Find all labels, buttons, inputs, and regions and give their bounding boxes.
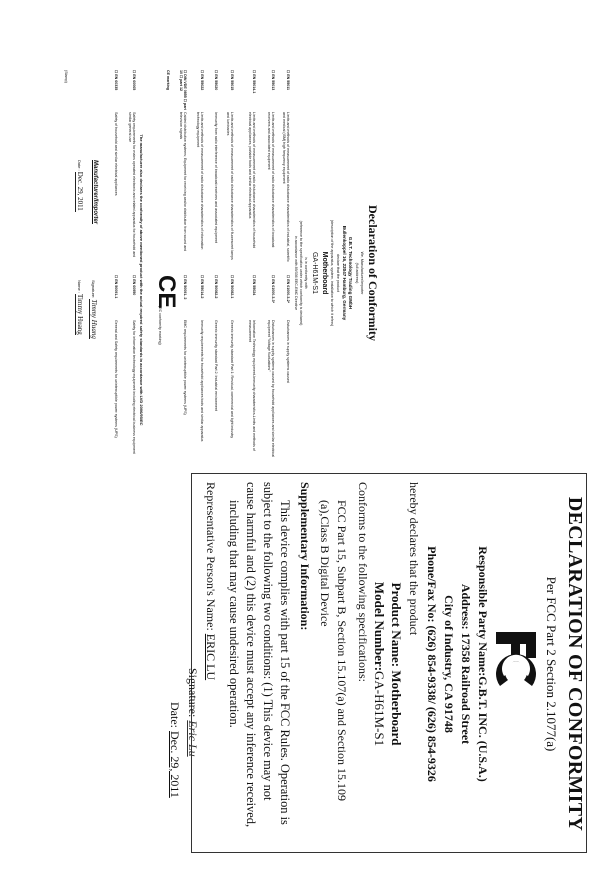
eu-line: (full address) xyxy=(355,262,359,284)
city: City of Industry, CA 91748 xyxy=(442,595,456,733)
std-code: ☐ EN 55022 xyxy=(200,70,204,91)
model-number xyxy=(371,478,387,850)
fcc-date xyxy=(167,702,182,798)
eu-product: Motherboard xyxy=(321,251,328,295)
address: Address: 17358 Railroad Street xyxy=(459,583,473,745)
fcc-subtitle: Per FCC Part 2 Section 2.1077(a) xyxy=(544,576,559,752)
eu-line: (reference to the specification under which conformity is declared) xyxy=(299,220,303,326)
name-label: Name : xyxy=(77,280,82,293)
std-desc: Limits and methods of measurement of radio disturbance characteristics of household electrical appliances, portable tools and similar electrical apparatus xyxy=(247,112,256,249)
std-desc: Limits and methods of measurement of radio disturbance characteristics of information technology equipment xyxy=(195,112,204,250)
model-label: Model Number: xyxy=(372,581,387,672)
compliance-text: This device complies with part 15 of the FCC Rules. Operation is xyxy=(278,500,292,825)
eu-line: We, Manufacturer/Importer xyxy=(360,251,364,295)
std-desc: Disturbances in supply systems caused xyxy=(286,320,290,383)
eu-line: (description of the apparatus, system, installation to which it refers) xyxy=(330,219,334,327)
name-value: Timmy Huang xyxy=(76,294,84,335)
supplementary-heading: Supplementary Information: xyxy=(298,482,312,631)
signature-value: Timmy Huang xyxy=(90,299,98,339)
std-code: ☐ EN 55020 xyxy=(214,70,218,91)
std-desc: Limits and methods of measurement of radio disturbance characteristics of industrial, scientific and medical (ISM) high frequency equipment xyxy=(281,112,290,262)
std-desc: Generic immunity standard Part 1: Residual, commercial and light industry xyxy=(230,320,234,439)
sig-value: Eric Lu xyxy=(186,720,200,757)
signature-label: Signature: xyxy=(91,280,96,299)
std-desc: Limits and methods of measurement of radio disturbance characteristics of fluorescent lamps and luminaries xyxy=(225,112,234,260)
std-code: ☐ EN 60335 xyxy=(114,70,118,91)
fcc-title: DECLARATION OF CONFORMITY xyxy=(564,496,586,832)
representative xyxy=(203,482,218,680)
eu-line: Bullenkoppel 16, 22047 Hamburg, Germany xyxy=(342,225,347,321)
std-code: ☐ EN 60065 xyxy=(132,70,136,91)
date-label: Date : xyxy=(77,160,82,171)
std-code: ☐ EN 50082-2 xyxy=(214,275,218,299)
compliance-text: cause harmful and (2) this device must accept any inference received, xyxy=(244,482,258,828)
std-desc: Safety requirements for mains operated electronic and related apparatus for household and similar general use xyxy=(127,112,136,258)
std-desc: Immunity from radio interference of broadcast receivers and associated equipment xyxy=(214,112,218,244)
std-code: ☐ EN 55024 xyxy=(252,275,256,296)
compliance-text: subject to the following two conditions: (1) This device may not xyxy=(261,482,275,801)
std-desc: Safety for information technology equipment including electrical business equipment xyxy=(132,320,136,454)
ce-conformity-note: (EC conformity marking) xyxy=(158,306,162,345)
model-value: GA-H61M-S1 xyxy=(372,671,387,747)
std-code: ☐ EN 55014-2 xyxy=(200,275,204,299)
sig-label: Signature: xyxy=(186,668,200,718)
std-desc: Immunity requirements for household appliances tools and similar apparatus xyxy=(200,320,204,442)
std-code: ☐ EN 50082-1 xyxy=(230,275,234,299)
eu-model: GA-H61M-S1 xyxy=(311,251,318,294)
std-code: ☐ EN 61000-3-3* xyxy=(271,275,275,303)
std-desc: Disturbances in supply systems caused by household appliances and similar electrical equipment "Voltage fluctuations" xyxy=(266,320,275,458)
std-desc: Safety of household and similar electrical appliances xyxy=(114,112,118,196)
std-code: ☐ EN 55011 xyxy=(286,70,290,91)
std-code: ☐ EN 55013 xyxy=(271,70,275,91)
eu-declaration xyxy=(60,70,380,476)
spec-line: FCC Part 15, Subpart B, Section 15.107(a) and Section 15.109 xyxy=(335,500,349,801)
eu-title: Declaration of Conformity xyxy=(366,205,380,341)
ce-marking-label: CE marking xyxy=(166,70,170,90)
compliance-text: including that may cause undesired operation. xyxy=(227,500,241,728)
std-desc: Generic immunity standard Part 2: Industrial environment xyxy=(214,320,218,411)
std-code: ☐ EN 55015 xyxy=(230,70,234,91)
responsible-party: Responsible Party Name:G.B.T. INC. (U.S.A.) xyxy=(476,546,490,782)
std-desc: EMC requirements for uninterruptible power systems (UPS) xyxy=(183,320,187,415)
std-code: ☐ EN 50091- 2 xyxy=(183,275,187,300)
std-desc: Limits and methods of measurement of radio disturbance characteristics of broadcast receivers and associated equipment xyxy=(266,112,275,248)
declares-text: hereby declares that the product xyxy=(407,482,421,636)
fcc-logo-icon xyxy=(487,628,540,700)
stamp-label: (Stamp) xyxy=(64,70,68,83)
fcc-signature xyxy=(185,668,200,757)
lvd-note: The manufacturer also declares the conformity of above mentioned product with the actual required safety standards in accordance with LVD 2006/95/EC xyxy=(139,134,144,426)
std-desc: Cabled distribution systems; Equipment for receiving and/or distribution from sound and television signals xyxy=(178,112,187,252)
std-code: ☐ DIN VDE 0855 ☐ part 10 ☐ part 12 xyxy=(178,70,187,110)
date-label: Date: xyxy=(168,702,182,728)
ce-mark-icon: CE xyxy=(153,275,180,309)
name-field xyxy=(75,280,84,335)
std-code: ☐ EN 50091-1 xyxy=(114,275,118,299)
conforms-text: Conforms to the following specifications: xyxy=(356,482,370,682)
phone-fax: Phone/Fax No: (626) 854-9338/ (626) 854-9326 xyxy=(425,546,439,782)
std-code: ☐ EN 55014-1 xyxy=(252,70,256,94)
date-field xyxy=(75,160,84,212)
eu-line: declare that the product xyxy=(336,254,340,292)
ce-row xyxy=(140,70,170,476)
eu-line: G.B.T. Technology Trading GMbH xyxy=(348,236,353,310)
standard-row xyxy=(88,70,118,476)
std-code: ☐ EN 61000-3-2* xyxy=(286,275,290,303)
eu-line: in accordance with 89/336 EEC-EMC Directive xyxy=(294,235,298,311)
eu-line: is in conformity with xyxy=(304,257,308,289)
std-code: ☐ EN 60950 xyxy=(132,275,136,296)
product-name: Product Name: Motherboard xyxy=(389,582,404,746)
std-desc: General and Safety requirements for uninterruptible power systems (UPS) xyxy=(114,320,118,438)
signature-field xyxy=(89,280,98,339)
rep-name: ERIC LU xyxy=(204,633,218,681)
date-value: Dec. 29, 2011 xyxy=(168,731,182,798)
spec-line: (a),Class B Digital Device xyxy=(318,500,332,627)
std-desc: Information Technology equipment-Immunity characteristics-Limits and methods of measurement xyxy=(247,320,256,451)
rep-label: Representative Person's Name: xyxy=(204,482,218,631)
date-value: Dec. 29, 2011 xyxy=(76,171,84,211)
manufacturer-label: Manufacturer/Importer xyxy=(92,160,98,225)
fcc-declaration xyxy=(168,478,586,850)
